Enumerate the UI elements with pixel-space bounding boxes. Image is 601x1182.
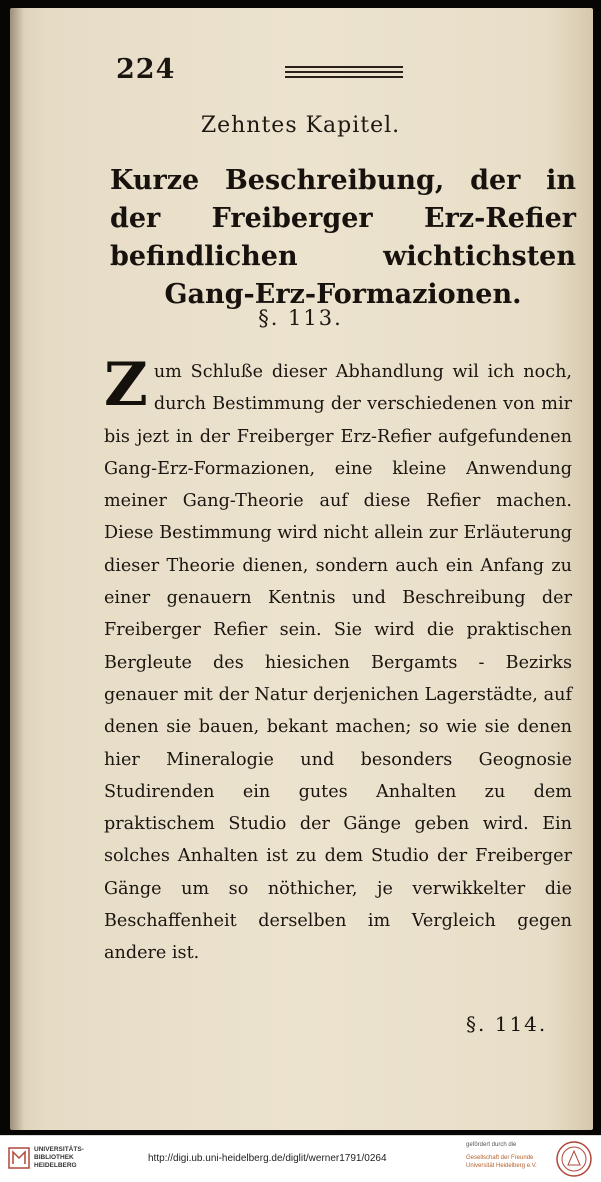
permalink-url[interactable]: http://digi.ub.uni-heidelberg.de/diglit/werner1791/0264 xyxy=(148,1153,387,1164)
chapter-title: Kurze Beschreibung, der in der Freiberger Erz-Refier befindlichen wichtichsten Gang-Erz-Formazionen. xyxy=(110,165,576,310)
drop-capital: Z xyxy=(104,350,148,420)
body-paragraph xyxy=(104,350,572,970)
sponsor-label: gefördert durch die xyxy=(466,1142,517,1148)
catchword: §. 114. xyxy=(466,1012,548,1036)
sponsor-name: Gesellschaft der Freunde Universität Heidelberg e.V. xyxy=(466,1155,537,1169)
section-number: §. 113. xyxy=(258,306,343,330)
header-rule xyxy=(285,66,403,80)
page-number: 224 xyxy=(116,54,176,85)
library-name: UNIVERSITÄTS- BIBLIOTHEK HEIDELBERG xyxy=(34,1146,84,1169)
university-seal-icon xyxy=(555,1140,593,1178)
binding-shadow xyxy=(10,8,24,1130)
library-logo-icon xyxy=(8,1146,30,1170)
viewer-footer xyxy=(0,1135,601,1182)
paragraph-text: um Schluße dieser Abhandlung wil ich noch, durch Bestimmung der verschiedenen von mir bis jezt in der Freiberger Erz-Refier aufgefundenen Gang-Erz-Formazionen, eine kleine Anwendung meiner Gang-Theorie auf diese Refier machen. Diese Bestimmung wird nicht allein zur Erläuterung dieser Theorie dienen, sondern auch ein Anfang zu einer genauern Kentnis und Beschreibung der Freiberger Refier sein. Sie wird die praktischen Bergleute des hiesichen Bergamts - Bezirks genauer mit der Natur derjenichen Lagerstädte, auf denen sie bauen, bekant machen; so wie sie denen hier Mineralogie und besonders Geognosie Studirenden ein gutes Anhalten zu dem praktischem Studio der Gänge geben wird. Ein solches Anhalten ist zu dem Studio der Freiberger Gänge um so nöthicher, je verwikkelter die Beschaffenheit derselben im Vergleich gegen andere ist. xyxy=(104,362,572,964)
chapter-heading: Zehntes Kapitel. xyxy=(200,113,401,138)
